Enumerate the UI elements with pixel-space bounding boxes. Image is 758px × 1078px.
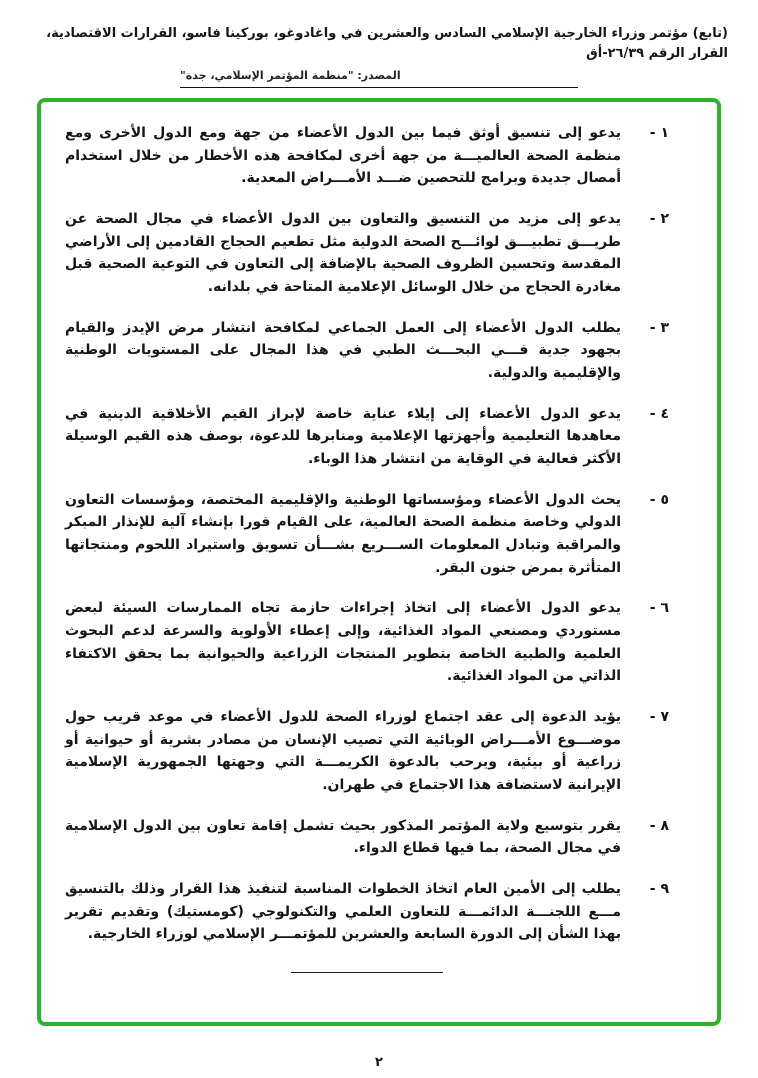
item-number: ٢ - bbox=[649, 211, 669, 228]
header-title: (تابع) مؤتمر وزراء الخارجية الإسلامي السادس والعشرين في واغادوغو، بوركينا فاسو، القرارات الاقتصادية، القرار الرقم ٢٦/٣٩-أق bbox=[46, 26, 728, 61]
item-number: ١ - bbox=[649, 125, 669, 141]
list-item bbox=[65, 706, 669, 797]
resolution-list bbox=[65, 122, 669, 946]
item-text bbox=[65, 403, 621, 471]
item-lead-word: يدعو bbox=[589, 125, 622, 141]
item-body-text: الدول الأعضاء إلى إيلاء عناية خاصة لإبراز القيم الأخلاقية الدينية في معاهدها التعليمية وأجهزتها الإعلامية ومنابرها للدعوة، بوصف هذه القيم الوسيلة الأكثر فعالية في الوقاية من انتشار هذا الوباء. bbox=[65, 405, 621, 468]
item-body-text: إلى تنسيق أوثق فيما بين الدول الأعضاء من جهة ومع الدول الأخرى ومع منظمة الصحة العالميـــة من جهة أخرى لمكافحة هذه الأخطار من خلال استخدام أمصال جديدة وبرامج للتحصين ضـــد الأمـــراض المعدية. bbox=[65, 125, 621, 187]
item-lead-word: يطلب bbox=[581, 319, 621, 336]
item-body-text: بتوسيع ولاية المؤتمر المذكور بحيث تشمل إقامة تعاون بين الدول الإسلامية في مجال الصحة، بما فيها قطاع الدواء. bbox=[65, 817, 621, 857]
item-body-text: الدول الأعضاء إلى العمل الجماعي لمكافحة انتشار مرض الإيدز والقيام بجهود جدية فـــي البحـــث الطبي في هذا المجال على المستويات الوطنية والإقليمية والدولية. bbox=[65, 319, 621, 382]
page-header bbox=[0, 0, 758, 88]
list-item bbox=[65, 122, 669, 190]
item-number: ٨ - bbox=[649, 817, 669, 834]
end-of-text-divider bbox=[291, 972, 443, 973]
item-number: ٥ - bbox=[649, 491, 669, 508]
resolution-box bbox=[37, 98, 721, 1026]
item-text bbox=[65, 317, 621, 385]
item-lead-word: يقرر bbox=[588, 817, 622, 834]
item-text bbox=[65, 597, 621, 688]
list-item bbox=[65, 597, 669, 688]
header-source-row bbox=[180, 69, 578, 82]
item-lead-word: يدعو bbox=[589, 211, 621, 228]
item-lead-word: يدعو bbox=[589, 405, 622, 422]
item-text bbox=[65, 706, 621, 797]
item-number: ٣ - bbox=[649, 319, 669, 336]
page-number: ٢ bbox=[375, 1055, 383, 1070]
item-body-text: إلى مزيد من التنسيق والتعاون بين الدول الأعضاء في مجال الصحة عن طريـــق تطبيـــق لوائـــح الصحة الدولية مثل تطعيم الحجاج القادمين إلى الأراضي المقدسة وتحسين الظروف الصحية بالإضافة إلى التعاون في التوعية الصحية قبل مغادرة الحجاج من خلال الوسائل الإعلامية المتاحة في بلدانه. bbox=[65, 211, 621, 296]
list-item bbox=[65, 317, 669, 385]
item-text bbox=[65, 208, 621, 299]
list-item bbox=[65, 489, 669, 580]
item-number: ٦ - bbox=[649, 600, 669, 617]
item-body-text: الدول الأعضاء إلى اتخاذ إجراءات حازمة تجاه الممارسات السيئة لبعض مستوردي ومصنعي المواد الغذائية، وإلى إعطاء الأولوية والسرعة لدعم البحوث العلمية والطبية الخاصة بتطوير المنتجات الزراعية والحيوانية بما يحقق الاكتفاء الذاتي من المواد الغذائية. bbox=[65, 600, 621, 685]
header-source: المصدر: "منظمة المؤتمر الإسلامي، جدة" bbox=[180, 69, 401, 82]
list-item bbox=[65, 815, 669, 860]
list-item bbox=[65, 208, 669, 299]
item-lead-word: يحث bbox=[590, 491, 622, 508]
item-text bbox=[65, 815, 621, 860]
item-text bbox=[65, 878, 621, 946]
header-divider bbox=[180, 87, 578, 88]
item-lead-word: يطلب bbox=[581, 881, 622, 898]
item-number: ٧ - bbox=[649, 709, 669, 726]
item-lead-word: يؤيد bbox=[593, 709, 621, 726]
item-number: ٤ - bbox=[649, 405, 669, 422]
item-lead-word: يدعو bbox=[589, 600, 621, 617]
item-text bbox=[65, 489, 621, 580]
list-item bbox=[65, 878, 669, 946]
item-body-text: الدعوة إلى عقد اجتماع لوزراء الصحة للدول الأعضاء في موعد قريب حول موضـــوع الأمـــراض الوبائية التي تصيب الإنسان من مصادر بشرية أو حيوانية أو زراعية أو بيئية، ويرحب بالدعوة الكريمـــة التي وجهتها الجمهورية الإسلامية الإيرانية لاستضافة هذا الاجتماع في طهران. bbox=[65, 709, 621, 794]
list-item bbox=[65, 403, 669, 471]
item-body-text: إلى الأمين العام اتخاذ الخطوات المناسبة لتنفيذ هذا القرار وذلك بالتنسيق مـــع اللجنـــة الدائمـــة للتعاون العلمي والتكنولوجي (كومستيك) وتقديم تقرير بهذا الشأن إلى الدورة السابعة والعشرين للمؤتمـــر الإسلامي لوزراء الخارجية. bbox=[65, 881, 621, 943]
item-text bbox=[65, 122, 621, 190]
item-body-text: الدول الأعضاء ومؤسساتها الوطنية والإقليمية المختصة، ومؤسسات التعاون الدولي وخاصة منظمة الصحة العالمية، على القيام فورا بإنشاء آلية للإنذار المبكر والمراقبة وتبادل المعلومات الســـريع بشـــأن تسويق واستيراد اللحوم ومنتجاتها المتأثرة بمرض جنون البقر. bbox=[65, 491, 621, 576]
item-number: ٩ - bbox=[649, 881, 669, 898]
